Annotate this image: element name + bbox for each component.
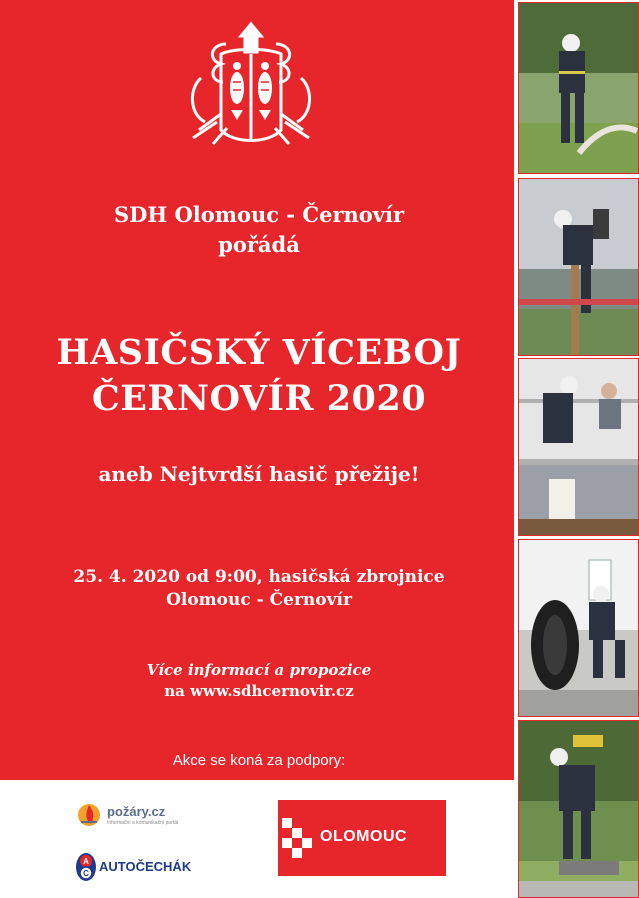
organizer-name: SDH Olomouc - Černovír <box>113 202 405 227</box>
autocechak-logo <box>75 852 205 882</box>
firefighter-tire-flip-photo <box>519 540 638 716</box>
info-label: Více informací a propozice <box>146 661 372 679</box>
info-website-link[interactable]: na www.sdhcernovir.cz <box>164 682 354 700</box>
event-title-line1: HASIČSKÝ VÍCEBOJ <box>56 332 462 373</box>
photo-climbing <box>518 178 639 356</box>
pozary-tagline: Informační a komunikační portál <box>107 820 179 826</box>
photo-lifting <box>518 358 639 536</box>
pozary-name: požáry.cz <box>107 804 166 819</box>
firefighter-hose-run-photo <box>519 3 638 173</box>
info-block <box>0 660 518 702</box>
organizer-presents: pořádá <box>218 232 300 257</box>
autocechak-badge-icon <box>75 852 97 882</box>
firefighter-lifting-canister-photo <box>519 359 638 535</box>
photo-hose-run <box>518 2 639 174</box>
svg-text:A: A <box>83 857 89 866</box>
pozary-flame-icon <box>75 800 105 830</box>
location: Olomouc - Černovír <box>166 590 352 610</box>
firefighter-climbing-photo <box>519 179 638 355</box>
olomouc-name: OLOMOUC <box>320 828 408 845</box>
event-title-line2: ČERNOVÍR 2020 <box>91 378 427 419</box>
autocechak-name: AUTOČECHÁK <box>99 859 192 874</box>
sponsors-heading: Akce se koná za podpory: <box>172 752 346 769</box>
svg-text:C: C <box>83 869 89 878</box>
pozary-logo <box>75 800 205 830</box>
fire-brigade-emblem-icon <box>181 18 321 158</box>
photo-strip <box>514 0 639 898</box>
olomouc-logo <box>278 800 446 876</box>
firefighter-carrying-tank-photo <box>519 721 638 897</box>
event-subtitle: aneb Nejtvrdší hasič přežije! <box>98 462 420 486</box>
organizer-block <box>0 200 518 260</box>
event-title <box>0 330 518 422</box>
olomouc-checker-icon <box>278 800 318 876</box>
date-time: 25. 4. 2020 od 9:00, hasičská zbrojnice <box>73 567 445 587</box>
photo-carrying <box>518 720 639 898</box>
date-location-block <box>0 566 518 612</box>
photo-tire-flip <box>518 539 639 717</box>
